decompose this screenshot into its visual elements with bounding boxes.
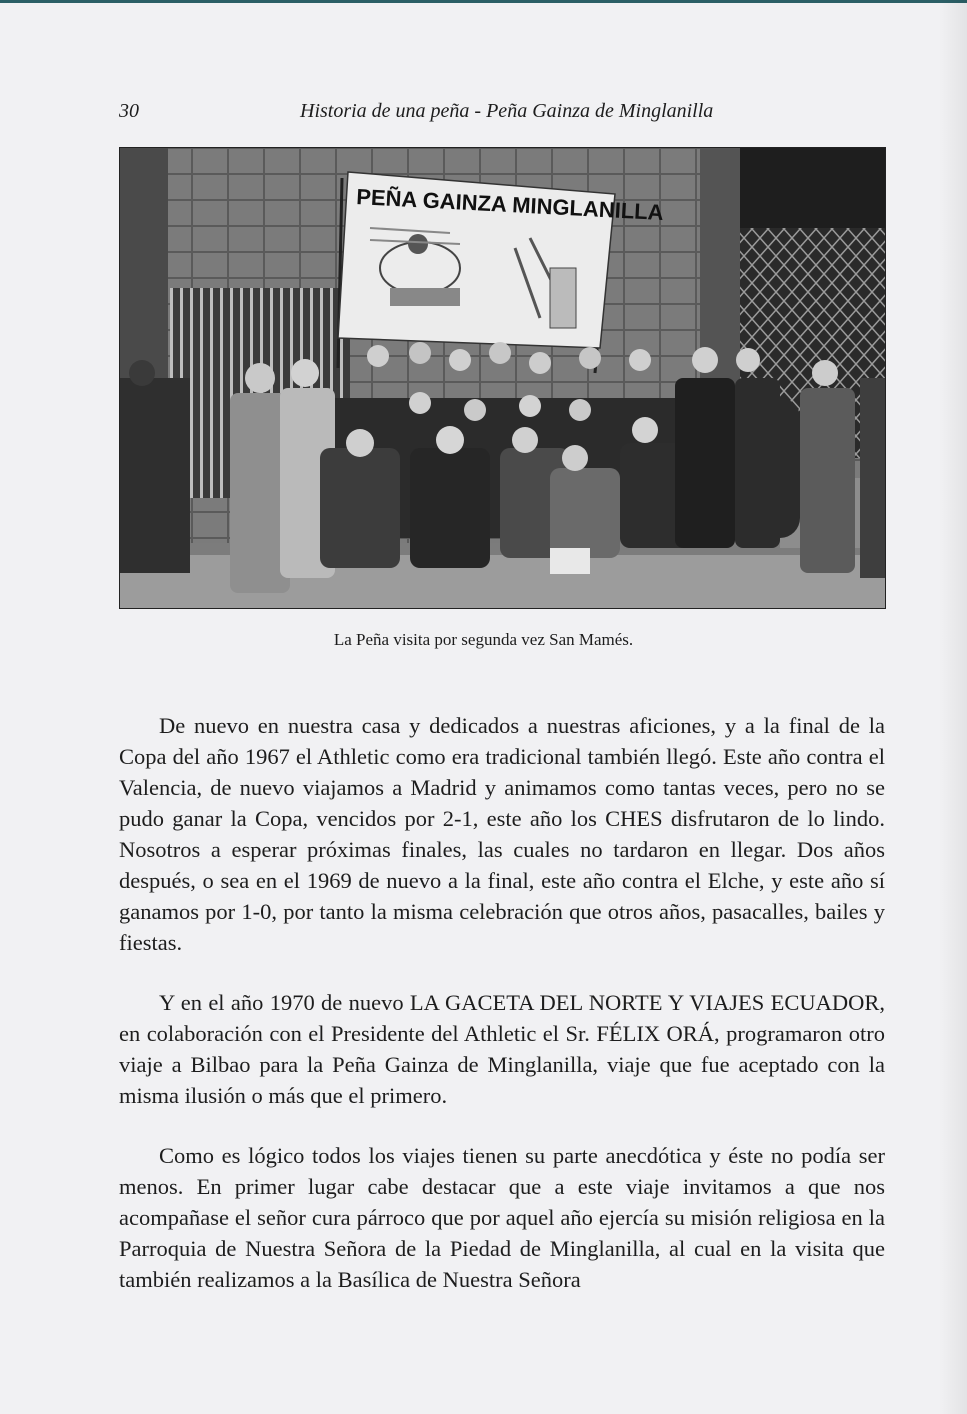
banner-text: PEÑA GAINZA MINGLANILLA xyxy=(355,184,665,226)
group-photo xyxy=(119,147,886,609)
page-top-edge xyxy=(0,0,967,3)
paragraph-2: Y en el año 1970 de nuevo LA GACETA DEL NORTE Y VIAJES ECUADOR, en colaboración con el Presidente del Athletic el Sr. FÉLIX ORÁ, programaron otro viaje a Bilbao para la Peña Gainza de Minglanilla, viaje que fue aceptado con la misma ilusión o más que el primero. xyxy=(119,990,885,1108)
running-title: Historia de una peña - Peña Gainza de Minglanilla xyxy=(300,100,714,122)
paragraph-1: De nuevo en nuestra casa y dedicados a nuestras aficiones, y a la final de la Copa del año 1967 el Athletic como era tradicional también llegó. Este año contra el Valencia, de nuevo viajamos a Madrid y animamos como tantas veces, pero no se pudo ganar la Copa, vencidos por 2-1, este año los CHES disfrutaron de lo lindo. Nosotros a esperar próximas finales, las cuales no tardaron en llegar. Dos años después, o sea en el 1969 de nuevo a la final, este año contra el Elche, y este año sí ganamos por 1-0, por tanto la misma celebración que otros años, pasacalles, bailes y fiestas. xyxy=(119,713,885,955)
photo-caption: La Peña visita por segunda vez San Mamés. xyxy=(333,630,634,649)
page-shadow xyxy=(939,0,967,1414)
page-number: 30 xyxy=(119,100,139,122)
paragraph-3: Como es lógico todos los viajes tienen su parte anecdótica y éste no podía ser menos. En primer lugar cabe destacar que a este viaje invitamos a que nos acompañase el señor cura párroco que por aquel año ejercía su misión religiosa en la Parroquia de Nuestra Señora de la Piedad de Minglanilla, al cual en la visita que también realizamos a la Basílica de Nuestra Señora xyxy=(119,1143,885,1292)
